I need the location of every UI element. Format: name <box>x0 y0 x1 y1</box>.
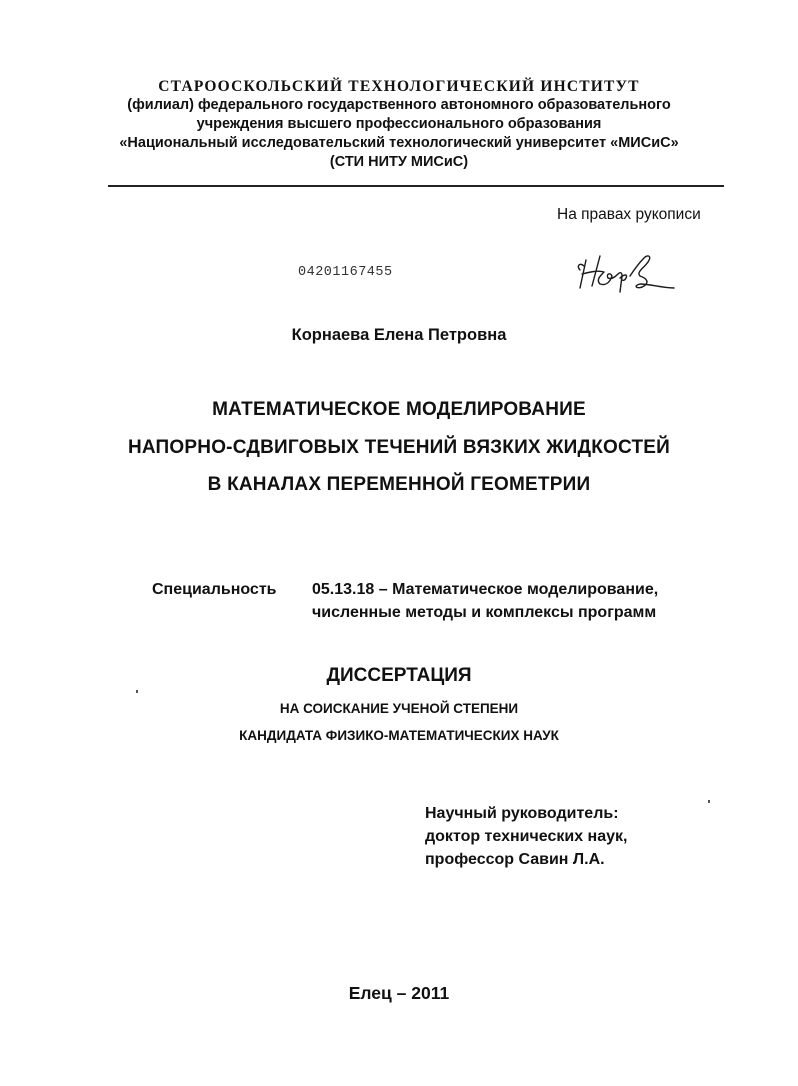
specialty-line-1: 05.13.18 – Математическое моделирование, <box>312 581 659 598</box>
city-year: Елец – 2011 <box>348 983 450 1003</box>
scan-speck <box>708 800 710 803</box>
supervisor-line-2: доктор технических наук, <box>425 828 628 845</box>
specialty-label: Специальность <box>152 581 277 598</box>
affiliation-line-2: учреждения высшего профессионального образования <box>196 116 602 132</box>
affiliation-line-3: «Национальный исследовательский технологический университет «МИСиС» <box>119 135 679 151</box>
affiliation-line-1: (филиал) федерального государственного автономного образовательного <box>127 97 671 113</box>
thesis-title-line-3: В КАНАЛАХ ПЕРЕМЕННОЙ ГЕОМЕТРИИ <box>207 474 591 495</box>
manuscript-note: На правах рукописи <box>557 206 701 223</box>
supervisor-line-1: Научный руководитель: <box>425 805 619 822</box>
author-name: Корнаева Елена Петровна <box>291 326 507 344</box>
thesis-title-line-2: НАПОРНО-СДВИГОВЫХ ТЕЧЕНИЙ ВЯЗКИХ ЖИДКОСТЕЙ <box>127 437 671 458</box>
specialty-line-2: численные методы и комплексы программ <box>312 604 657 621</box>
header-divider <box>108 185 724 187</box>
dissertation-heading: ДИССЕРТАЦИЯ <box>326 665 472 686</box>
thesis-title-line-1: МАТЕМАТИЧЕСКОЕ МОДЕЛИРОВАНИЕ <box>212 399 586 420</box>
scan-speck <box>136 690 138 693</box>
supervisor-line-3: профессор Савин Л.А. <box>425 851 605 868</box>
inventory-number: 04201167455 <box>298 265 393 280</box>
affiliation-line-4: (СТИ НИТУ МИСиС) <box>329 154 469 170</box>
degree-line-2: КАНДИДАТА ФИЗИКО-МАТЕМАТИЧЕСКИХ НАУК <box>239 728 559 743</box>
institute-name: СТАРООСКОЛЬСКИЙ ТЕХНОЛОГИЧЕСКИЙ ИНСТИТУТ <box>158 78 640 95</box>
signature-image <box>570 248 680 300</box>
degree-line-1: НА СОИСКАНИЕ УЧЕНОЙ СТЕПЕНИ <box>279 701 519 716</box>
